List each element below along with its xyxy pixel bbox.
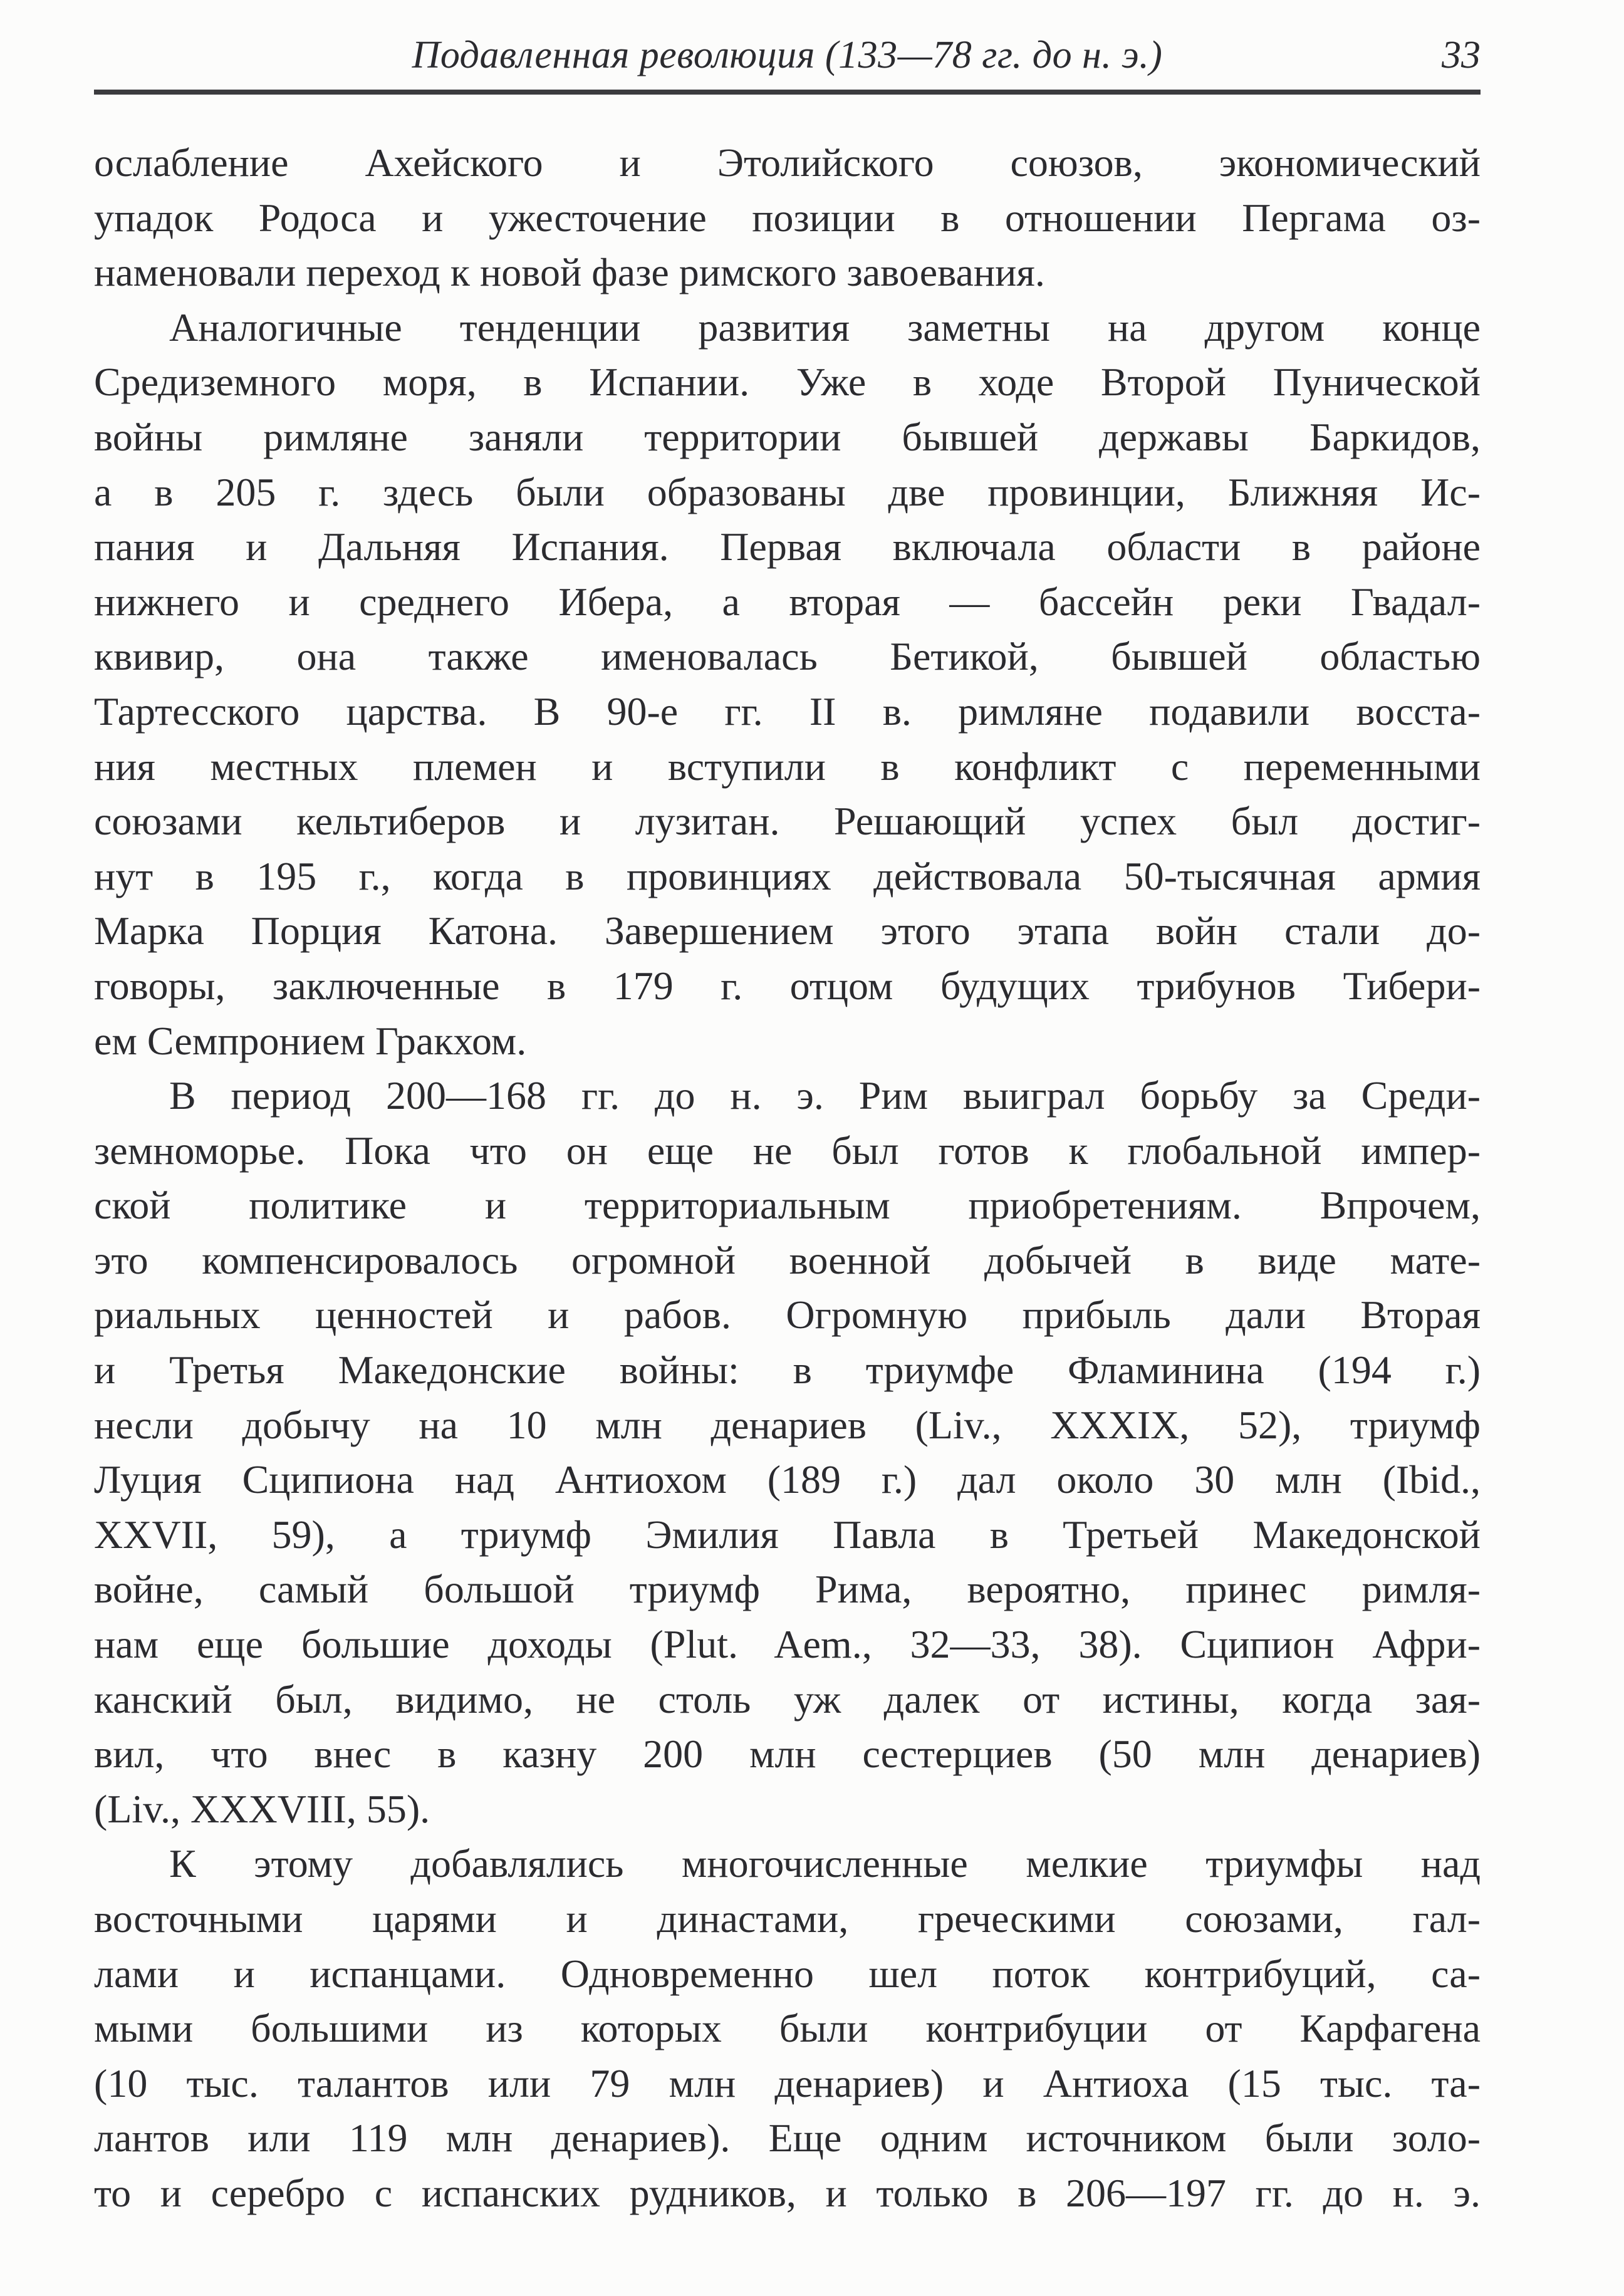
- text-line: а в 205 г. здесь были образованы две провинции, Ближняя Ис-: [94, 469, 1481, 514]
- text-line: ем Семпронием Гракхом.: [94, 1018, 527, 1063]
- paragraph-continuation: [94, 135, 1481, 300]
- text-line: наменовали переход к новой фазе римского завоевания.: [94, 250, 1045, 295]
- text-line: упадок Родоса и ужесточение позиции в отношении Пергама оз-: [94, 195, 1481, 240]
- paragraph: [94, 1068, 1481, 1836]
- text-line: Луция Сципиона над Антиохом (189 г.) дал около 30 млн (Ibid.,: [94, 1457, 1481, 1502]
- text-line: союзами кельтиберов и лузитан. Решающий успех был достиг-: [94, 799, 1481, 844]
- text-line: земноморье. Пока что он еще не был готов к глобальной импер-: [94, 1128, 1481, 1173]
- paragraph: [94, 1836, 1481, 2220]
- text-line: Марка Порция Катона. Завершением этого этапа войн стали до-: [94, 908, 1481, 953]
- text-line: квивир, она также именовалась Бетикой, бывшей областью: [94, 634, 1481, 679]
- text-line: риальных ценностей и рабов. Огромную прибыль дали Вторая: [94, 1292, 1481, 1338]
- text-line: ния местных племен и вступили в конфликт с переменными: [94, 744, 1481, 789]
- text-line: нут в 195 г., когда в провинциях действовала 50-тысячная армия: [94, 853, 1481, 898]
- header-rule: [94, 90, 1481, 95]
- text-line: нам еще большие доходы (Plut. Aem., 32—33, 38). Сципион Афри-: [94, 1622, 1481, 1667]
- text-line: нижнего и среднего Ибера, а вторая — бассейн реки Гвадал-: [94, 579, 1481, 624]
- text-line: ской политике и территориальным приобретениям. Впрочем,: [94, 1183, 1481, 1228]
- text-line: В период 200—168 гг. до н. э. Рим выиграл борьбу за Среди-: [169, 1073, 1481, 1118]
- text-line: и Третья Македонские войны: в триумфе Фламинина (194 г.): [94, 1348, 1481, 1393]
- text-line: мыми большими из которых были контрибуции от Карфагена: [94, 2006, 1481, 2051]
- text-line: Средиземного моря, в Испании. Уже в ходе Второй Пунической: [94, 360, 1481, 405]
- text-line: ослабление Ахейского и Этолийского союзов, экономический: [94, 140, 1481, 185]
- text-line: (10 тыс. талантов или 79 млн денариев) и Антиоха (15 тыс. та-: [94, 2060, 1481, 2106]
- text-line: К этому добавлялись многочисленные мелкие триумфы над: [169, 1841, 1481, 1886]
- text-line: Тартесского царства. В 90-е гг. II в. римляне подавили восста-: [94, 688, 1481, 734]
- page-number: 33: [1442, 34, 1481, 76]
- text-line: восточными царями и династами, греческими союзами, гал-: [94, 1896, 1481, 1941]
- page-body: [94, 135, 1481, 2221]
- text-line: лами и испанцами. Одновременно шел поток контрибуций, са-: [94, 1951, 1481, 1996]
- text-line: вил, что внес в казну 200 млн сестерциев (50 млн денариев): [94, 1732, 1481, 1777]
- text-line: канский был, видимо, не столь уж далек от истины, когда зая-: [94, 1676, 1481, 1722]
- paragraph: [94, 300, 1481, 1068]
- text-line: пания и Дальняя Испания. Первая включала области в районе: [94, 524, 1481, 569]
- text-line: несли добычу на 10 млн денариев (Liv., XXXIX, 52), триумф: [94, 1402, 1481, 1447]
- text-line: войны римляне заняли территории бывшей державы Баркидов,: [94, 414, 1481, 459]
- text-line: то и серебро с испанских рудников, и только в 206—197 гг. до н. э.: [94, 2170, 1481, 2215]
- text-line: лантов или 119 млн денариев). Еще одним источником были золо-: [94, 2116, 1481, 2161]
- text-line: XXVII, 59), а триумф Эмилия Павла в Третьей Македонской: [94, 1512, 1481, 1557]
- text-line: (Liv., XXXVIII, 55).: [94, 1786, 430, 1831]
- text-line: Аналогичные тенденции развития заметны на другом конце: [169, 304, 1481, 350]
- text-line: говоры, заключенные в 179 г. отцом будущих трибунов Тибери-: [94, 963, 1481, 1008]
- running-header: [94, 30, 1481, 80]
- text-line: войне, самый большой триумф Рима, вероятно, принес римля-: [94, 1567, 1481, 1612]
- text-line: это компенсировалось огромной военной добычей в виде мате-: [94, 1237, 1481, 1282]
- chapter-title: Подавленная революция (133—78 гг. до н. э.): [412, 34, 1163, 76]
